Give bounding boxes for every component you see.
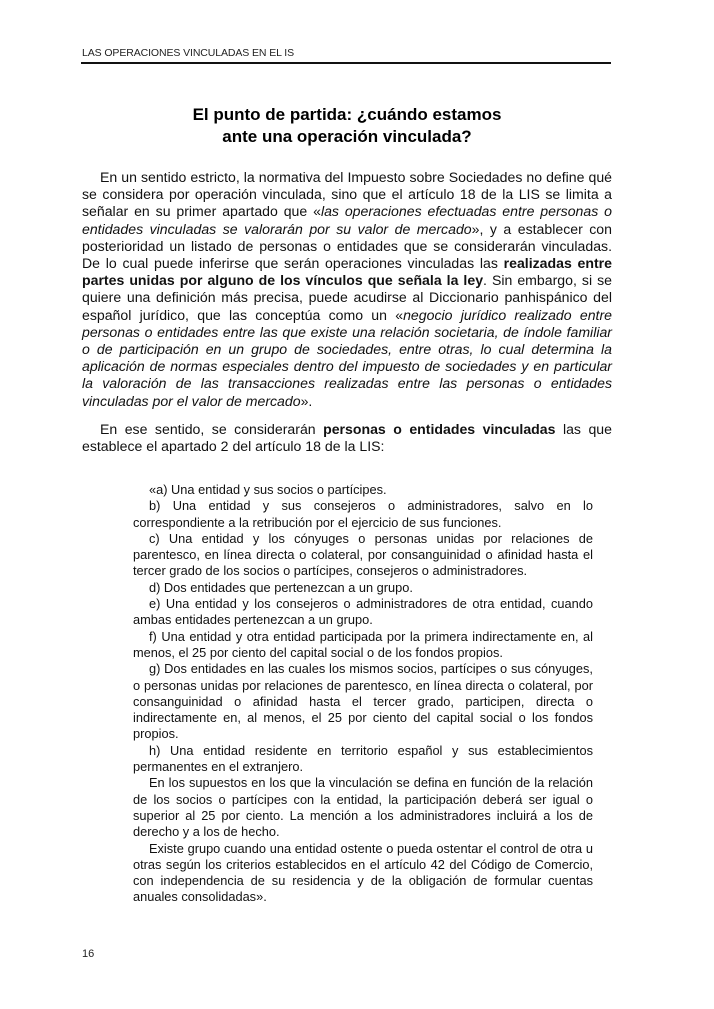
section-title-line-2: ante una operación vinculada? — [222, 127, 472, 146]
italic-quote-dictionary: negocio jurídico realizado entre personas o entidades entre las que existe una relación societaria, de índole familiar o de participación en un grupo de sociedades, entre otras, lo cual determina la aplicación de normas especiales dentro del impuesto de sociedades y en particular la valoración de las transacciones realizadas entre las personas o entidades vinculadas por el valor de mercado — [82, 306, 612, 409]
text-run: En un sentido estricto, la normativa del Impuesto sobre Sociedades no define qué se considera por operación vinculada, sino que el artículo 18 de la LIS se limita a señalar en su primer apartado que « — [82, 169, 612, 220]
paragraph-definition — [82, 169, 612, 410]
block-quote — [133, 482, 593, 906]
text-run: », y a establecer con posterioridad un listado de personas o entidades que se considerarán vinculadas. De lo cual puede inferirse que serán operaciones vinculadas las — [82, 220, 612, 272]
body-text — [82, 169, 612, 455]
section-title-line-1: El punto de partida: ¿cuándo estamos — [192, 105, 502, 124]
quote-item-b: b) Una entidad y sus consejeros o administradores, salvo en lo correspondiente a la retribución por el ejercicio de sus funciones. — [133, 498, 593, 530]
text-run: En ese sentido, se considerarán — [100, 420, 324, 437]
text-run: las que establece el apartado 2 del artículo 18 de la LIS: — [82, 420, 612, 455]
italic-quote-lis: las operaciones efectuadas entre personas o entidades vinculadas se valorarán por su valor de mercado — [82, 203, 612, 237]
running-header: LAS OPERACIONES VINCULADAS EN EL IS — [82, 47, 295, 59]
quote-item-c: c) Una entidad y los cónyuges o personas unidas por relaciones de parentesco, en línea directa o colateral, por consanguinidad o afinidad hasta el tercer grado de los socios o partícipes, consejeros o administradores. — [133, 530, 593, 579]
text-run: ». — [300, 392, 313, 409]
quote-paragraph-group: Existe grupo cuando una entidad ostente o pueda ostentar el control de otra u otras según los criterios establecidos en el artículo 42 del Código de Comercio, con independencia de su residencia y de la obligación de formular cuentas anuales consolidadas». — [133, 840, 593, 905]
quote-item-g: g) Dos entidades en las cuales los mismos socios, partícipes o sus cónyuges, o personas unidas por relaciones de parentesco, en línea directa o colateral, por consanguinidad o afinidad hasta el tercer grado, participen, directa o indirectamente en, al menos, el 25 por ciento del capital social o los fondos propios. — [133, 661, 593, 742]
page-number: 16 — [82, 948, 95, 960]
quote-item-h: h) Una entidad residente en territorio español y sus establecimientos permanentes en el extranjero. — [133, 742, 593, 775]
section-title — [82, 104, 612, 148]
quote-item-d: d) Dos entidades que pertenezcan a un grupo. — [149, 579, 413, 595]
quote-item-f: f) Una entidad y otra entidad participada por la primera indirectamente en, al menos, el 25 por ciento del capital social o de los fondos propios. — [133, 628, 593, 660]
quote-item-e: e) Una entidad y los consejeros o administradores de otra entidad, cuando ambas entidades pertenezcan a un grupo. — [133, 596, 593, 628]
text-run: . Sin embargo, si se quiere una definición más precisa, puede acudirse al Diccionario panhispánico del español jurídico, que las conceptúa como un « — [82, 272, 612, 323]
header-rule — [81, 62, 611, 64]
bold-emphasis: realizadas entre partes unidas por alguno de los vínculos que señala la ley — [82, 255, 612, 289]
quote-paragraph-participation: En los supuestos en los que la vinculación se defina en función de la relación de los socios o partícipes con la entidad, la participación deberá ser igual o superior al 25 por ciento. La mención a los administradores incluirá a los de derecho y a los de hecho. — [133, 775, 593, 840]
bold-emphasis: personas o entidades vinculadas — [323, 420, 556, 437]
quote-item-a: «a) Una entidad y sus socios o partícipes. — [149, 482, 387, 497]
paragraph-intro-list — [82, 421, 612, 455]
